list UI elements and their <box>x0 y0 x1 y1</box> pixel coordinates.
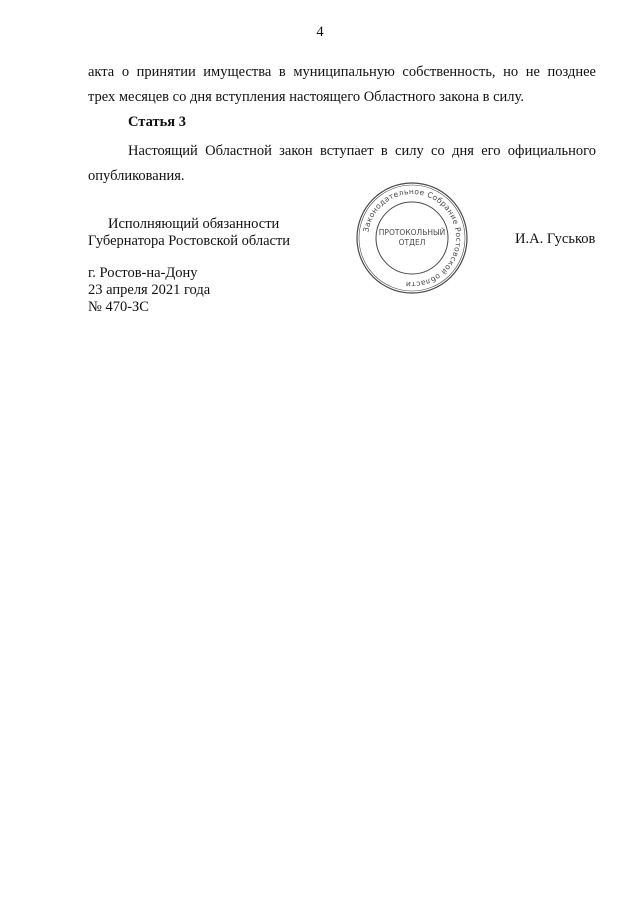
place-date-block <box>88 265 210 316</box>
article-heading: Статья 3 <box>128 114 186 130</box>
signatory-title <box>88 216 290 250</box>
signatory-name: И.А. Гуськов <box>515 231 596 247</box>
official-stamp <box>355 181 469 295</box>
signatory-title-line: Губернатора Ростовской области <box>88 233 291 249</box>
signatory-title-line: Исполняющий обязанности <box>108 216 280 232</box>
page-number: 4 <box>316 24 324 40</box>
stamp-ring-text: Законодательное Собрание Ростовской области <box>361 186 464 290</box>
law-number: № 470-ЗС <box>88 299 149 315</box>
stamp-center-line: ПРОТОКОЛЬНЫЙ <box>378 228 446 237</box>
city: г. Ростов-на-Дону <box>88 265 198 281</box>
article-3-text <box>88 139 596 189</box>
paragraph-line: акта о принятии имущества в муниципальную собственность, но не позднее <box>88 64 596 80</box>
paragraph-line: опубликования. <box>88 168 185 184</box>
date: 23 апреля 2021 года <box>88 282 211 298</box>
paragraph-line: трех месяцев со дня вступления настоящего Областного закона в силу. <box>88 89 524 105</box>
paragraph-line: Настоящий Областной закон вступает в силу со дня его официального <box>128 143 596 159</box>
paragraph-continuation <box>88 60 596 110</box>
stamp-center-line: ОТДЕЛ <box>398 238 426 247</box>
